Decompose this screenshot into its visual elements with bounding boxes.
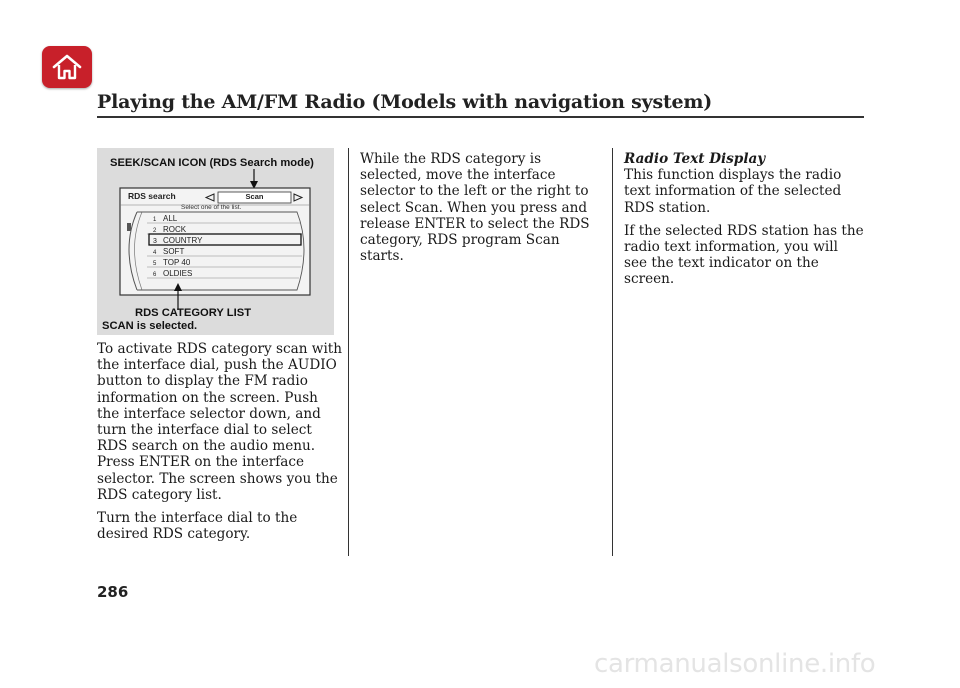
scan-button[interactable]: Scan [245, 192, 264, 201]
home-icon [51, 53, 83, 81]
paragraph: This function displays the radio text information of the selected RDS station. [624, 167, 842, 216]
callout-seek-scan-icon: SEEK/SCAN ICON (RDS Search mode) [110, 157, 314, 169]
list-item[interactable]: 4 SOFT [153, 247, 185, 256]
column-divider [348, 148, 349, 556]
callout-rds-category-list: RDS CATEGORY LIST [135, 307, 252, 319]
watermark: carmanualsonline.info [594, 649, 876, 679]
column-1-text [97, 341, 342, 549]
rds-category-list [153, 213, 202, 279]
column-divider [612, 148, 613, 556]
section-title: Playing the AM/FM Radio (Models with navigation system) [97, 91, 713, 113]
screen-title: RDS search [128, 191, 176, 201]
paragraph: If the selected RDS station has the radio text information, you will see the text indicator on the screen. [624, 222, 864, 288]
list-item[interactable]: 5 TOP 40 [153, 258, 191, 267]
paragraph: While the RDS category is selected, move the interface selector to the left or the right to select Scan. When you press and release ENTER to select the RDS category, RDS program Scan starts. [360, 151, 590, 265]
callout-scan-selected: SCAN is selected. [102, 320, 198, 332]
screen-instruction: Select one of the list. [181, 204, 242, 211]
list-item[interactable]: 6 OLDIES [153, 269, 193, 278]
page-number: 286 [97, 583, 129, 601]
header-divider [97, 116, 864, 118]
paragraph: Turn the interface dial to the desired RDS category. [97, 510, 298, 543]
list-item-selected[interactable]: 3 COUNTRY [153, 236, 203, 245]
list-item[interactable]: 2 ROCK [153, 225, 187, 234]
home-button[interactable] [42, 46, 92, 88]
rds-search-figure [97, 148, 334, 335]
column-3-text [624, 151, 864, 295]
list-item[interactable]: 1 ALL [153, 214, 178, 223]
paragraph: To activate RDS category scan with the interface dial, push the AUDIO button to display the FM radio information on the screen. Push the interface selector down, and turn the interface dial to select RDS search on the audio menu. Press ENTER on the interface selector. The screen shows you the RDS category list. [97, 341, 343, 503]
column-2-text [360, 151, 604, 271]
subheading: Radio Text Display [624, 151, 766, 167]
